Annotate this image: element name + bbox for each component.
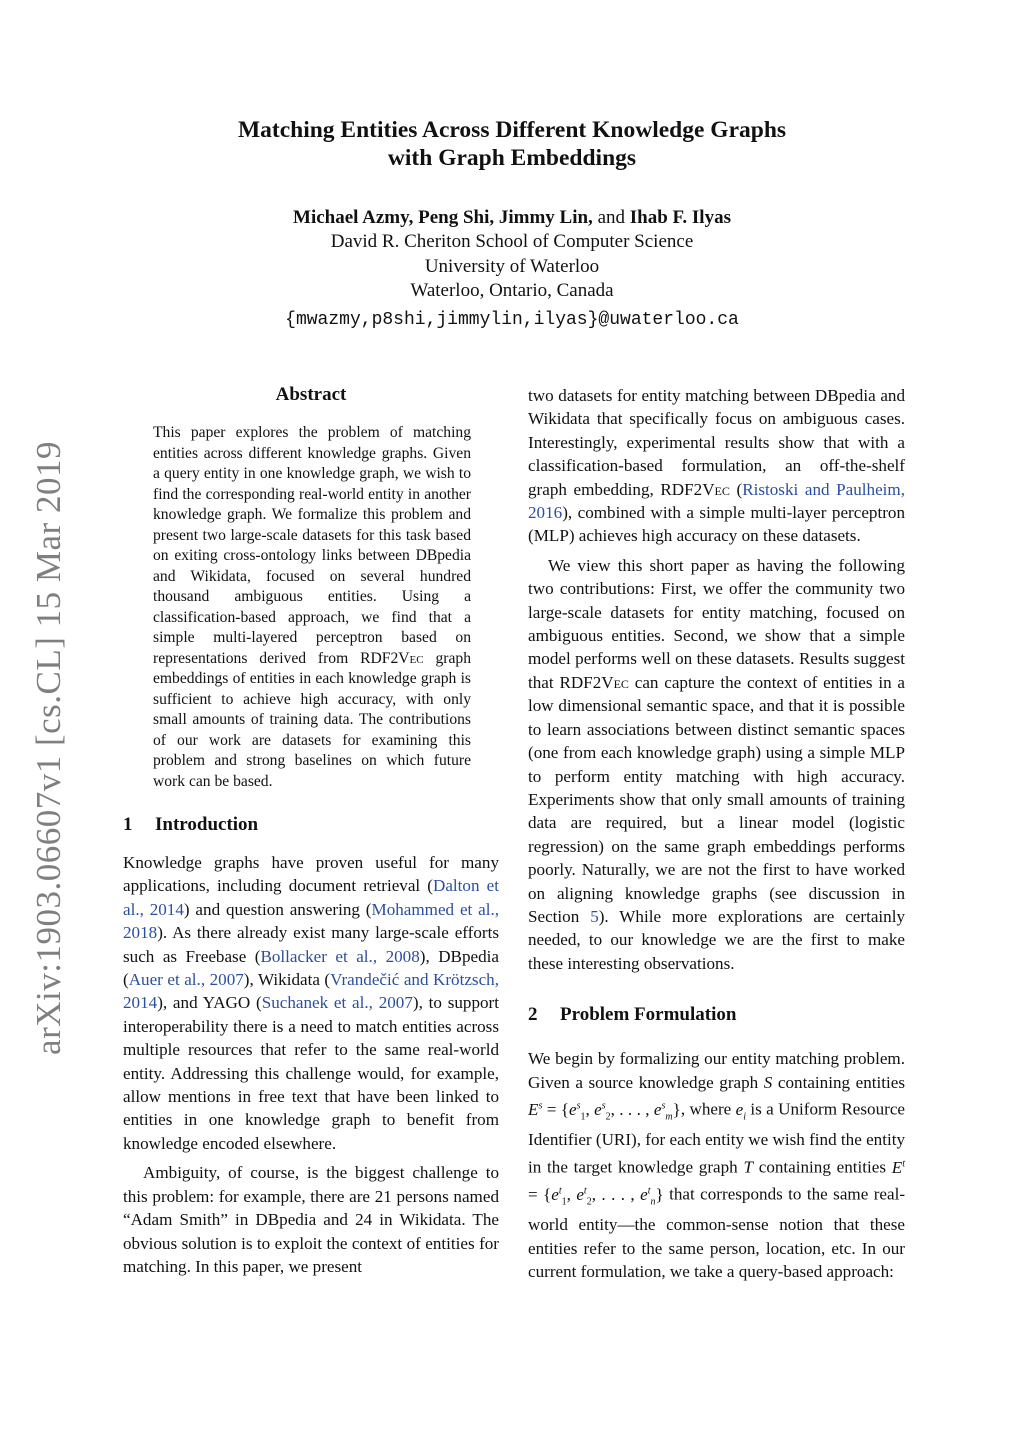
math-target-entity-set: $E^t = \{e^t_1$, $e^t_2$, . . . , $e^t_n$} [528,1157,905,1208]
paper-header [0,116,1024,334]
paper-title [0,116,1024,172]
arxiv-stamp [24,441,74,1055]
affiliation-line-1: David R. Cheriton School of Computer Science [330,231,694,252]
affiliation-line-3: Waterloo, Ontario, Canada [410,280,614,301]
citation-link[interactable]: Dalton et al., 2014 [123,876,499,919]
problem-paragraph-1: We begin by formalizing our entity matching problem. Given a source knowledge graph S containing entities $E^s = \{e^s_1$, $e^s_2$, . . . , $e^s_m$}, where $e_i$ is a Uniform Resource Identifier (URI), for each entity we wish find the entity in the target knowledge graph T containing entities $E^t = \{e^t_1$, $e^t_2$, . . . , $e^t_n$} that corresponds to the same real-world entity—the common-sense notion that these entities refer to the same person, location, etc. In our current formulation, we take a query-based approach: [528,1049,906,1282]
section-1-heading [123,813,499,837]
left-column [123,384,499,1278]
math-source-entity-set: $E^s = \{e^s_1$, $e^s_2$, . . . , $e^s_m$} [528,1099,681,1123]
math-entity-ei: $e_i$ [735,1099,747,1123]
section-reference-link[interactable]: 5 [590,906,599,926]
citation-link[interactable]: Mohammed et al., 2018 [123,899,499,943]
right-column [528,384,905,1284]
citation-link[interactable]: Auer et al., 2007 [128,970,244,990]
citation-link[interactable]: Ristoski and Paulheim, 2016 [528,479,906,523]
affiliation-line-2: University of Waterloo [424,255,600,277]
authors-and: and [597,207,625,228]
citation-link[interactable]: Suchanek et al., 2007 [261,993,413,1013]
abstract-text: This paper explores the problem of matching entities across different knowledge graphs. Given a query entity in one knowledge graph, we wish to find the corresponding real-world entity in another knowledge graph. We formalize this problem and present two large-scale datasets for this task based on exiting cross-ontology links between DBpedia and Wikidata, focused on several hundred thousand ambiguous entities. Using a classification-based approach, we find that a simple multi-layered perceptron based on representations derived from RDF2Vec graph embeddings of entities in each knowledge graph is sufficient to achieve high accuracy, with only small amounts of training data. The contributions of our work are datasets for examining this problem and strong baselines on which future work can be based. [153,424,471,790]
title-line-2: with Graph Embeddings [387,145,637,171]
authors-group-1: Michael Azmy, Peng Shi, Jimmy Lin, [293,207,593,228]
author-emails: {mwazmy,p8shi,jimmylin,ilyas}@uwaterloo.ca [285,309,739,330]
intro-paragraph-4: We view this short paper as having the following two contributions: First, we offer the community two large-scale datasets for entity matching, focused on ambiguous entities. Second, we show that a simple model performs well on these datasets. Results suggest that RDF2Vec can capture the context of entities in a low dimensional semantic space, and that it is possible to learn associations between distinct semantic spaces (one from each knowledge graph) using a simple MLP to perform entity matching with high accuracy. Experiments show that only small amounts of training data are required, but a linear model (logistic regression) on the same graph embeddings performs poorly. Naturally, we are not the first to have worked on aligning knowledge graphs (see discussion in Section 5). While more explorations are certainly needed, to our knowledge we are the first to make these interesting observations. [528,555,905,973]
intro-paragraph-3: two datasets for entity matching between DBpedia and Wikidata that specifically focus on ambiguous cases. Interestingly, experimental results show that with a classification-based formulation, an off-the-shelf graph embedding, RDF2Vec (Ristoski and Paulheim, 2016), combined with a simple multi-layer perceptron (MLP) achieves high accuracy on these datasets. [528,386,906,546]
arxiv-id: arXiv:1903.06607v1 [cs.CL] 15 Mar 2019 [29,441,69,1055]
section-2-heading [528,1003,905,1027]
math-symbol-t: T [743,1157,753,1177]
title-line-1: Matching Entities Across Different Knowledge Graphs [237,117,787,143]
citation-link[interactable]: Bollacker et al., 2008 [260,946,420,966]
authors-group-2: Ihab F. Ilyas [629,207,731,228]
affiliation [0,230,1024,304]
math-symbol-s: S [763,1072,773,1092]
section-2-title: Problem Formulation [560,1004,737,1026]
intro-paragraph-2: Ambiguity, of course, is the biggest challenge to this problem: for example, there are 21 persons named “Adam Smith” in DBpedia and 24 in Wikidata. The obvious solution is to exploit the context of entities for matching. In this paper, we present [123,1163,499,1276]
abstract-heading: Abstract [275,384,347,405]
citation-link[interactable]: Vrandečić and Krötzsch, 2014 [123,970,499,1013]
section-2-number: 2 [528,1004,538,1026]
section-1-number: 1 [123,814,133,835]
authors [0,206,1024,230]
section-1-title: Introduction [155,814,259,835]
intro-paragraph-1: Knowledge graphs have proven useful for many applications, including document retrieval (Dalton et al., 2014) and question answering (Mohammed et al., 2018). As there already exist many large-scale efforts such as Freebase (Bollacker et al., 2008), DBpedia (Auer et al., 2007), Wikidata (Vrandečić and Krötzsch, 2014), and YAGO (Suchanek et al., 2007), to support interoperability there is a need to match entities across multiple resources that refer to the same real-world entity. Addressing this challenge would, for example, allow mentions in free text that have been linked to entities in one knowledge graph to benefit from knowledge encoded elsewhere. [123,853,500,1153]
